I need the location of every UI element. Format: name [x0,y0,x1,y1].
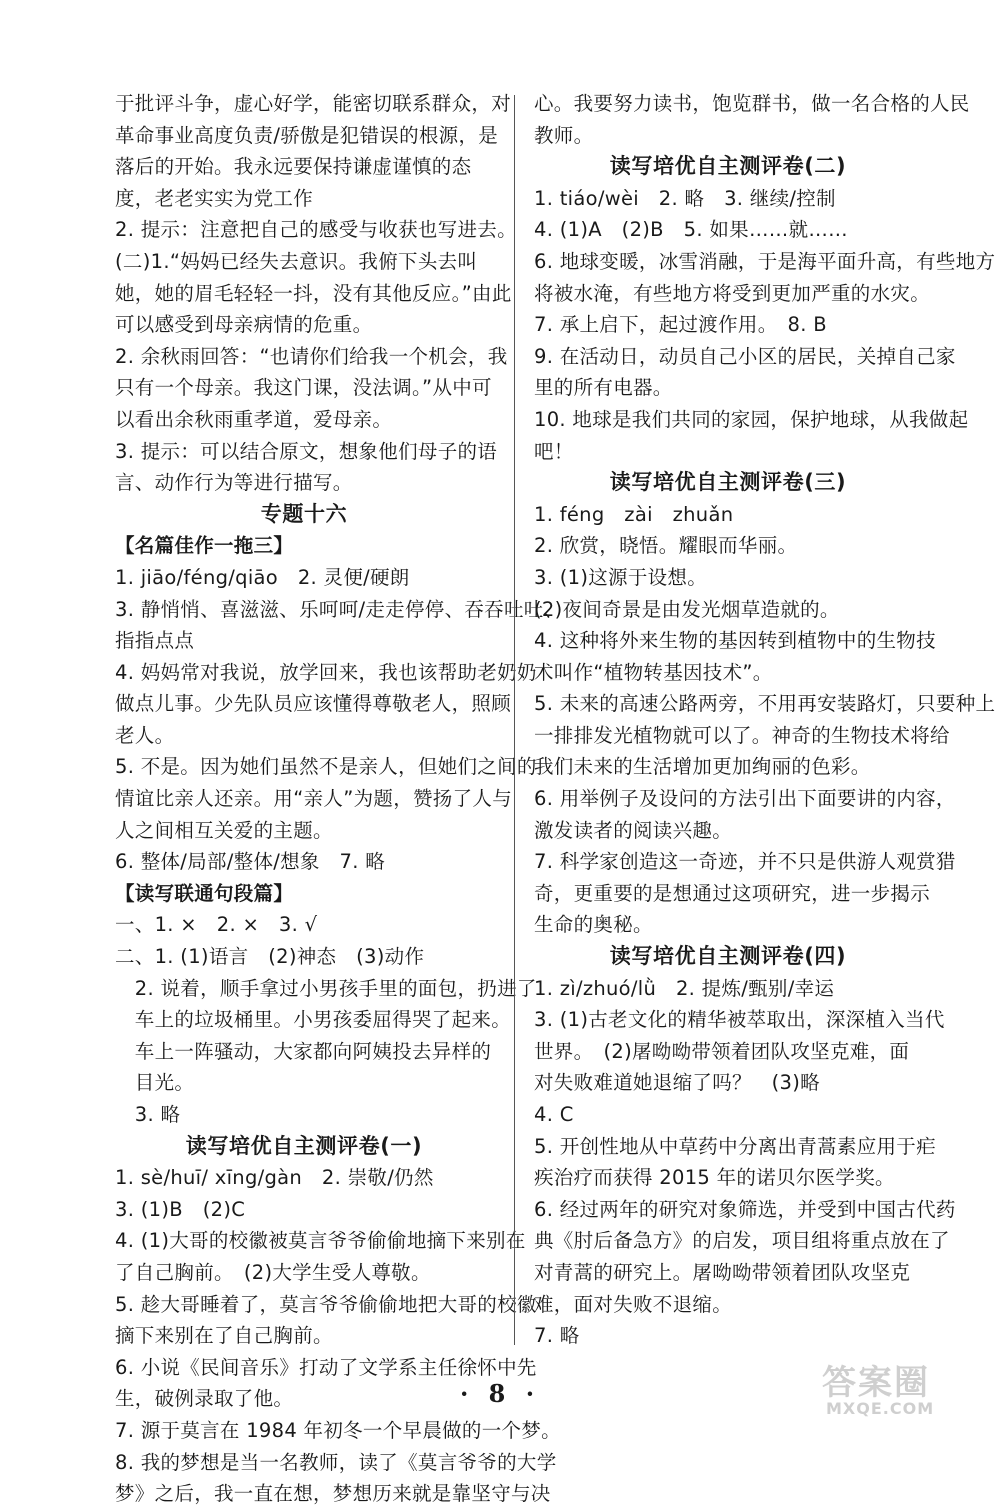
right-answer-line: 奇，更重要的是想通过这项研究，进一步揭示 [534,881,931,905]
left-answer-line: 度，老老实实为党工作 [115,186,314,210]
column-divider [514,95,515,1345]
left-answer-line: 二、1. (1)语言 (2)神态 (3)动作 [115,945,425,969]
right-answer-line: 生命的奥秘。 [534,913,653,937]
left-section-heading: 专题十六 [260,501,348,526]
right-section-heading: 读写培优自主测评卷(三) [609,470,847,495]
right-answer-line: 4. C [534,1103,574,1126]
left-answer-line: 6. 小说《民间音乐》打动了文学系主任徐怀中先 [115,1355,537,1379]
left-answer-line: 摘下来别在了自己胸前。 [115,1324,333,1348]
right-answer-line: 1. zì/zhuó/lǜ 2. 提炼/甄别/幸运 [534,976,835,1000]
left-answer-line: 老人。 [115,723,175,747]
right-answer-line: 9. 在活动日，动员自己小区的居民，关掉自己家 [534,344,956,368]
watermark-url: MXQE.COM [826,1399,935,1418]
page-number: · 8 · [459,1379,541,1408]
left-answer-line: 2. 提示：注意把自己的感受与收获也写进去。 [115,218,517,242]
right-answer-line: 我们未来的生活增加更加绚丽的色彩。 [534,755,871,779]
right-answer-line: 对失败难道她退缩了吗？ (3)略 [534,1071,820,1095]
right-answer-line: 6. 地球变暖，冰雪消融，于是海平面升高，有些地方 [534,249,996,273]
left-answer-line: 她，她的眉毛轻轻一抖，没有其他反应。”由此 [115,281,512,305]
right-answer-line: 激发读者的阅读兴趣。 [534,818,733,842]
left-answer-line: 3. (1)B (2)C [115,1197,246,1221]
left-answer-line: 落后的开始。我永远要保持谦虚谨慎的态 [115,155,472,179]
left-subsection-title: 【读写联通句段篇】 [115,881,294,905]
left-answer-line: 以看出余秋雨重孝道，爱母亲。 [115,407,393,431]
right-answer-line: 典《肘后备急方》的启发，项目组将重点放在了 [534,1229,950,1253]
right-answer-line: 4. (1)A (2)B 5. 如果……就…… [534,218,848,242]
right-answer-line: 2. 欣赏，晓悟。耀眼而华丽。 [534,534,798,558]
left-answer-line: 6. 整体/局部/整体/想象 7. 略 [115,850,386,874]
right-answer-line: 吧！ [534,439,574,463]
left-answer-line: 指指点点 [115,629,195,653]
left-answer-line: 生，破例录取了他。 [115,1387,294,1411]
watermark-text: 答案圈 [822,1363,930,1403]
right-answer-line: 10. 地球是我们共同的家园，保护地球，从我做起 [534,407,969,431]
right-answer-line: 里的所有电器。 [534,376,673,400]
left-answer-line: 4. (1)大哥的校徽被莫言爷爷偷偷地摘下来别在 [115,1229,526,1253]
left-answer-line: 于批评斗争，虚心好学，能密切联系群众，对 [115,92,512,115]
left-answer-line: 3. 提示：可以结合原文，想象他们母子的语 [115,439,498,463]
watermark-logo [818,1355,988,1425]
left-answer-line: (二)1.“妈妈已经失去意识。我俯下头去叫 [115,249,478,273]
right-answer-line: 难，面对失败不退缩。 [534,1292,733,1316]
right-section-heading: 读写培优自主测评卷(四) [609,944,847,969]
right-answer-line: 5. 开创性地从中草药中分离出青蒿素应用于疟 [534,1134,936,1158]
right-answer-line: 6. 用举例子及设问的方法引出下面要讲的内容， [534,787,956,811]
left-answer-line: 3. 静悄悄、喜滋滋、乐呵呵/走走停停、吞吞吐吐、 [115,597,564,621]
right-answer-line: 教师。 [534,123,594,147]
left-answer-line: 1. sè/huī/ xīng/gàn 2. 崇敬/仍然 [115,1166,434,1190]
left-answer-line: 7. 源于莫言在 1984 年初冬一个早晨做的一个梦。 [115,1418,561,1442]
right-answer-line: 1. tiáo/wèi 2. 略 3. 继续/控制 [534,186,836,210]
right-answer-line: 3. (1)古老文化的精华被萃取出，深深植入当代 [534,1008,945,1032]
left-answer-line: 言、动作行为等进行描写。 [115,471,353,495]
right-answer-line: 将被水淹，有些地方将受到更加严重的水灾。 [534,281,931,305]
left-answer-line: 8. 我的梦想是当一名教师，读了《莫言爷爷的大学 [115,1450,557,1474]
left-answer-line: 只有一个母亲。我这门课，没法调。”从中可 [115,376,492,400]
left-answer-line: 4. 妈妈常对我说，放学回来，我也该帮助老奶奶 [115,660,537,684]
right-answer-line: 5. 未来的高速公路两旁，不用再安装路灯，只要种上 [534,692,996,716]
right-answer-line: 3. (1)这源于设想。 [534,565,708,589]
left-answer-line: 2. 余秋雨回答：“也请你们给我一个机会，我 [115,344,508,368]
right-section-heading: 读写培优自主测评卷(二) [609,154,847,179]
right-answer-line: 对青蒿的研究上。屠呦呦带领着团队攻坚克 [534,1260,911,1284]
right-answer-line: 心。我要努力读书，饱览群书，做一名合格的人民 [534,92,970,115]
right-answer-line: 7. 科学家创造这一奇迹，并不只是供游人观赏猎 [534,850,956,874]
left-answer-line: 了自己胸前。 (2)大学生受人尊敬。 [115,1260,431,1284]
left-subsection-title: 【名篇佳作一拖三】 [115,534,294,558]
right-answer-line: 4. 这种将外来生物的基因转到植物中的生物技 [534,629,936,653]
left-answer-line: 3. 略 [115,1103,181,1126]
right-answer-line: 7. 略 [534,1324,580,1348]
right-answer-line: 世界。 (2)屠呦呦带领着团队攻坚克难，面 [534,1039,910,1063]
right-answer-line: 6. 经过两年的研究对象筛选，并受到中国古代药 [534,1197,956,1221]
left-answer-line: 情谊比亲人还亲。用“亲人”为题，赞扬了人与 [115,787,513,811]
left-answer-line: 2. 说着，顺手拿过小男孩手里的面包，扔进了 [115,976,537,1000]
right-answer-line: 疾治疗而获得 2015 年的诺贝尔医学奖。 [534,1166,895,1190]
left-answer-line: 车上的垃圾桶里。小男孩委屈得哭了起来。 [115,1008,512,1032]
right-answer-line: 1. féng zài zhuǎn [534,502,734,526]
right-answer-line: (2)夜间奇景是由发光烟草造就的。 [534,597,840,621]
right-answer-line: 7. 承上启下，起过渡作用。 8. B [534,313,827,337]
left-answer-line: 车上一阵骚动，大家都向阿姨投去异样的 [115,1039,492,1063]
left-answer-line: 目光。 [115,1071,195,1095]
left-answer-line: 5. 不是。因为她们虽然不是亲人，但她们之间的 [115,755,537,779]
left-answer-line: 一、1. × 2. × 3. √ [115,913,318,937]
left-answer-line: 1. jiāo/féng/qiāo 2. 灵便/硬朗 [115,565,410,589]
right-answer-line: 一排排发光植物就可以了。神奇的生物技术将给 [534,723,950,747]
left-answer-line: 革命事业高度负责/骄傲是犯错误的根源，是 [115,123,499,147]
left-answer-line: 人之间相互关爱的主题。 [115,818,333,842]
left-answer-line: 5. 趁大哥睡着了，莫言爷爷偷偷地把大哥的校徽 [115,1292,537,1316]
left-section-heading: 读写培优自主测评卷(一) [185,1133,423,1158]
right-answer-line: 术叫作“植物转基因技术”。 [534,660,773,684]
left-answer-line: 梦》之后，我一直在想，梦想历来就是靠坚守与决 [115,1482,551,1506]
right-column [534,88,996,1352]
left-answer-line: 做点儿事。少先队员应该懂得尊敬老人，照顾 [115,692,512,716]
left-answer-line: 可以感受到母亲病情的危重。 [115,313,373,337]
